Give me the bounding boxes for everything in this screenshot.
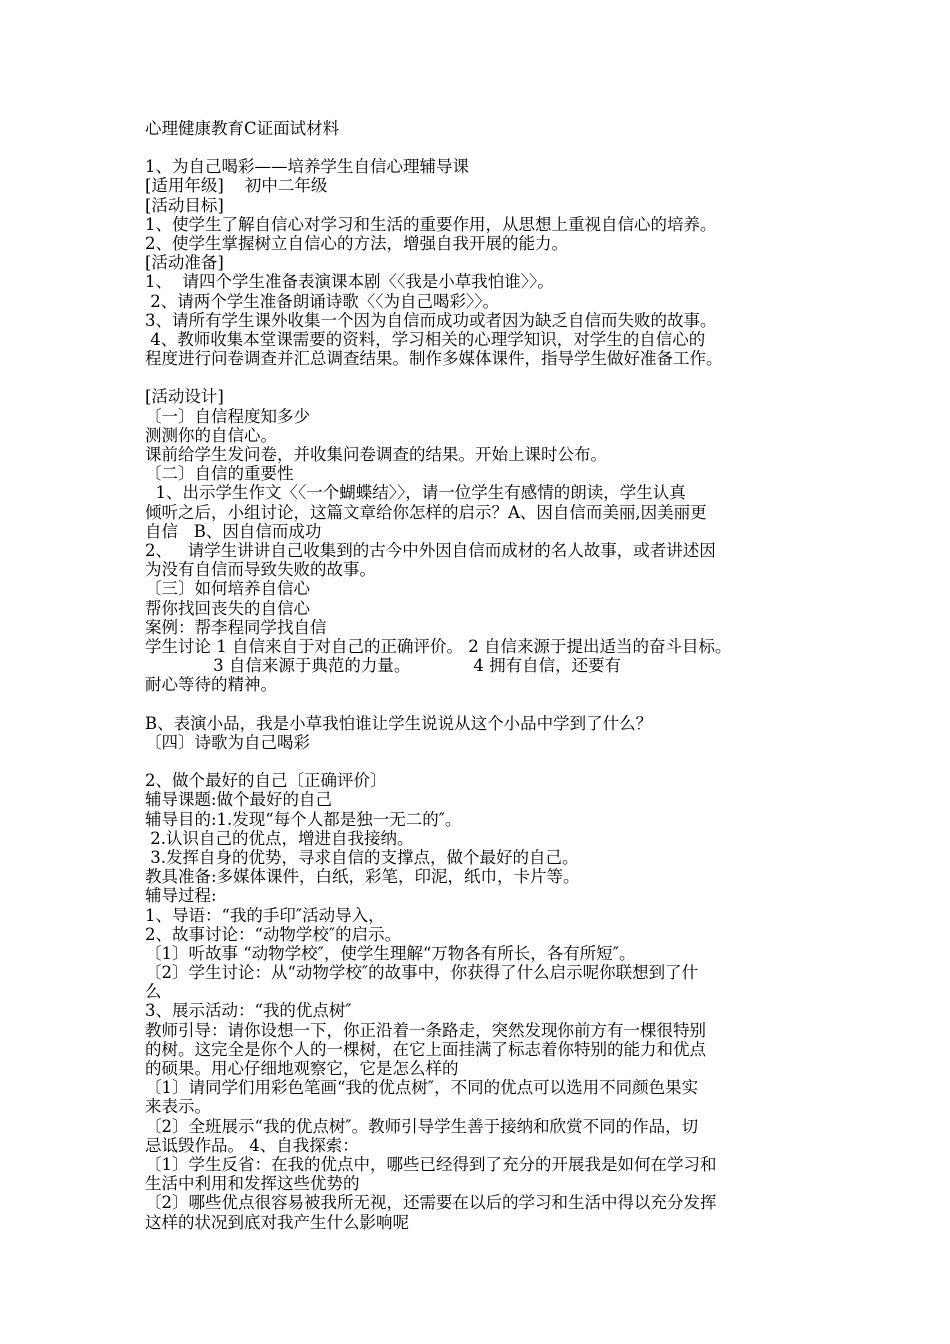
- text-line: [活动设计]: [145, 387, 224, 407]
- text-line: 辅导课题:做个最好的自己: [145, 790, 333, 810]
- text-line: 1、为自己喝彩——培养学生自信心理辅导课: [145, 157, 469, 177]
- text-line: 3.发挥自身的优势，寻求自信的支撑点，做个最好的自己。: [145, 847, 579, 867]
- text-line: [适用年级] 初中二年级: [145, 176, 328, 196]
- text-line: 2、使学生掌握树立自信心的方法，增强自我开展的能力。: [145, 233, 568, 253]
- text-line: 耐心等待的精神。: [145, 675, 277, 695]
- text-line: 2、 请学生讲讲自己收集到的古今中外因自信而成材的名人故事，或者讲述因: [145, 540, 716, 560]
- text-line: 2、故事讨论：“动物学校″的启示。: [145, 924, 402, 944]
- text-line: 测测你的自信心。: [145, 425, 277, 445]
- text-line: 1、 请四个学生准备表演课本剧〈〈我是小草我怕谁〉〉。: [145, 272, 554, 292]
- text-line: 的树。这完全是你个人的一棵树，在它上面挂满了标志着你特别的能力和优点: [145, 1039, 706, 1059]
- text-line: [活动准备]: [145, 253, 224, 273]
- text-line: 忌诋毁作品。 4、自我探索：: [145, 1135, 359, 1155]
- text-line: 案例：帮李程同学找自信: [145, 617, 327, 637]
- text-line: 辅导过程:: [145, 886, 217, 906]
- text-line: 2、请两个学生准备朗诵诗歌〈〈为自己喝彩〉〉。: [145, 291, 499, 311]
- text-line: 3 自信来源于典范的力量。 4 拥有自信，还要有: [145, 656, 622, 676]
- document-body: [145, 119, 810, 1232]
- text-line: 3、请所有学生课外收集一个因为自信而成功或者因为缺乏自信而失败的故事。: [145, 310, 717, 330]
- text-line: 自信 B、因自信而成功: [145, 521, 322, 541]
- text-line: 帮你找回丧失的自信心: [145, 598, 310, 618]
- text-line: 1、出示学生作文〈〈一个蝴蝶结〉〉，请一位学生有感情的朗读，学生认真: [145, 483, 686, 503]
- text-line: 2.认识自己的优点，增进自我接纳。: [145, 828, 414, 848]
- text-line: 〔1〕请同学们用彩色笔画“我的优点树″，不同的优点可以选用不同颜色果实: [145, 1078, 699, 1098]
- text-line: 的硕果。用心仔细地观察它，它是怎么样的: [145, 1059, 459, 1078]
- text-line: 程度进行问卷调查并汇总调查结果。制作多媒体课件，指导学生做好准备工作。: [145, 349, 723, 369]
- text-line: 2、做个最好的自己〔正确评价〕: [145, 771, 387, 791]
- text-line: 教师引导：请你设想一下，你正沿着一条路走，突然发现你前方有一棵很特别: [145, 1020, 706, 1040]
- text-line: 教具准备:多媒体课件，白纸，彩笔，印泥，纸巾，卡片等。: [145, 867, 580, 887]
- text-line: 〔2〕全班展示“我的优点树″。教师引导学生善于接纳和欣赏不同的作品，切: [145, 1116, 699, 1136]
- text-line: 〔2〕学生讨论：从“动物学校″的故事中，你获得了什么启示呢你联想到了什: [145, 963, 699, 983]
- text-line: 〔1〕听故事 “动物学校″，使学生理解“万物各有所长，各有所短″。: [145, 943, 636, 963]
- text-line: 3、展示活动：“我的优点树″: [145, 1001, 352, 1021]
- text-line: 这样的状况到底对我产生什么影响呢: [145, 1212, 409, 1232]
- text-line: 学生讨论 1 自信来自于对自己的正确评价。 2 自信来源于提出适当的奋斗目标。: [145, 636, 732, 656]
- blank-line: [145, 752, 810, 771]
- text-line: [活动目标]: [145, 195, 224, 215]
- text-line: 〔三〕如何培养自信心: [145, 579, 310, 599]
- text-line: 辅导目的:1.发现“每个人都是独一无二的″。: [145, 809, 462, 829]
- text-line: B、表演小品，我是小草我怕谁让学生说说从这个小品中学到了什么？: [145, 713, 653, 733]
- text-line: 倾听之后，小组讨论，这篇文章给你怎样的启示？A、因自信而美丽,因美丽更: [145, 502, 707, 522]
- text-line: 〔一〕自信程度知多少: [145, 406, 310, 426]
- text-line: 1、使学生了解自信心对学习和生活的重要作用，从思想上重视自信心的培养。: [145, 214, 717, 234]
- blank-line: [145, 368, 810, 387]
- text-line: 〔2〕哪些优点很容易被我所无视，还需要在以后的学习和生活中得以充分发挥: [145, 1193, 717, 1213]
- document-title: 心理健康教育C证面试材料: [145, 119, 340, 138]
- text-line: 〔1〕学生反省：在我的优点中，哪些已经得到了充分的开展我是如何在学习和: [145, 1154, 717, 1174]
- text-line: 来表示。: [145, 1097, 211, 1117]
- text-line: 1、导语：“我的手印″活动导入，: [145, 905, 385, 925]
- document-text: [145, 157, 810, 1232]
- text-line: 为没有自信而导致失败的故事。: [145, 560, 376, 580]
- text-line: 课前给学生发问卷，并收集问卷调查的结果。开始上课时公布。: [145, 445, 607, 464]
- text-line: 4、教师收集本堂课需要的资料，学习相关的心理学知识，对学生的自信心的: [145, 329, 706, 349]
- text-line: 生活中利用和发挥这些优势的: [145, 1174, 360, 1194]
- text-line: 么: [145, 982, 162, 1002]
- text-line: 〔二〕自信的重要性: [145, 464, 294, 484]
- text-line: 〔四〕诗歌为自己喝彩: [145, 732, 310, 752]
- blank-line: [145, 694, 810, 713]
